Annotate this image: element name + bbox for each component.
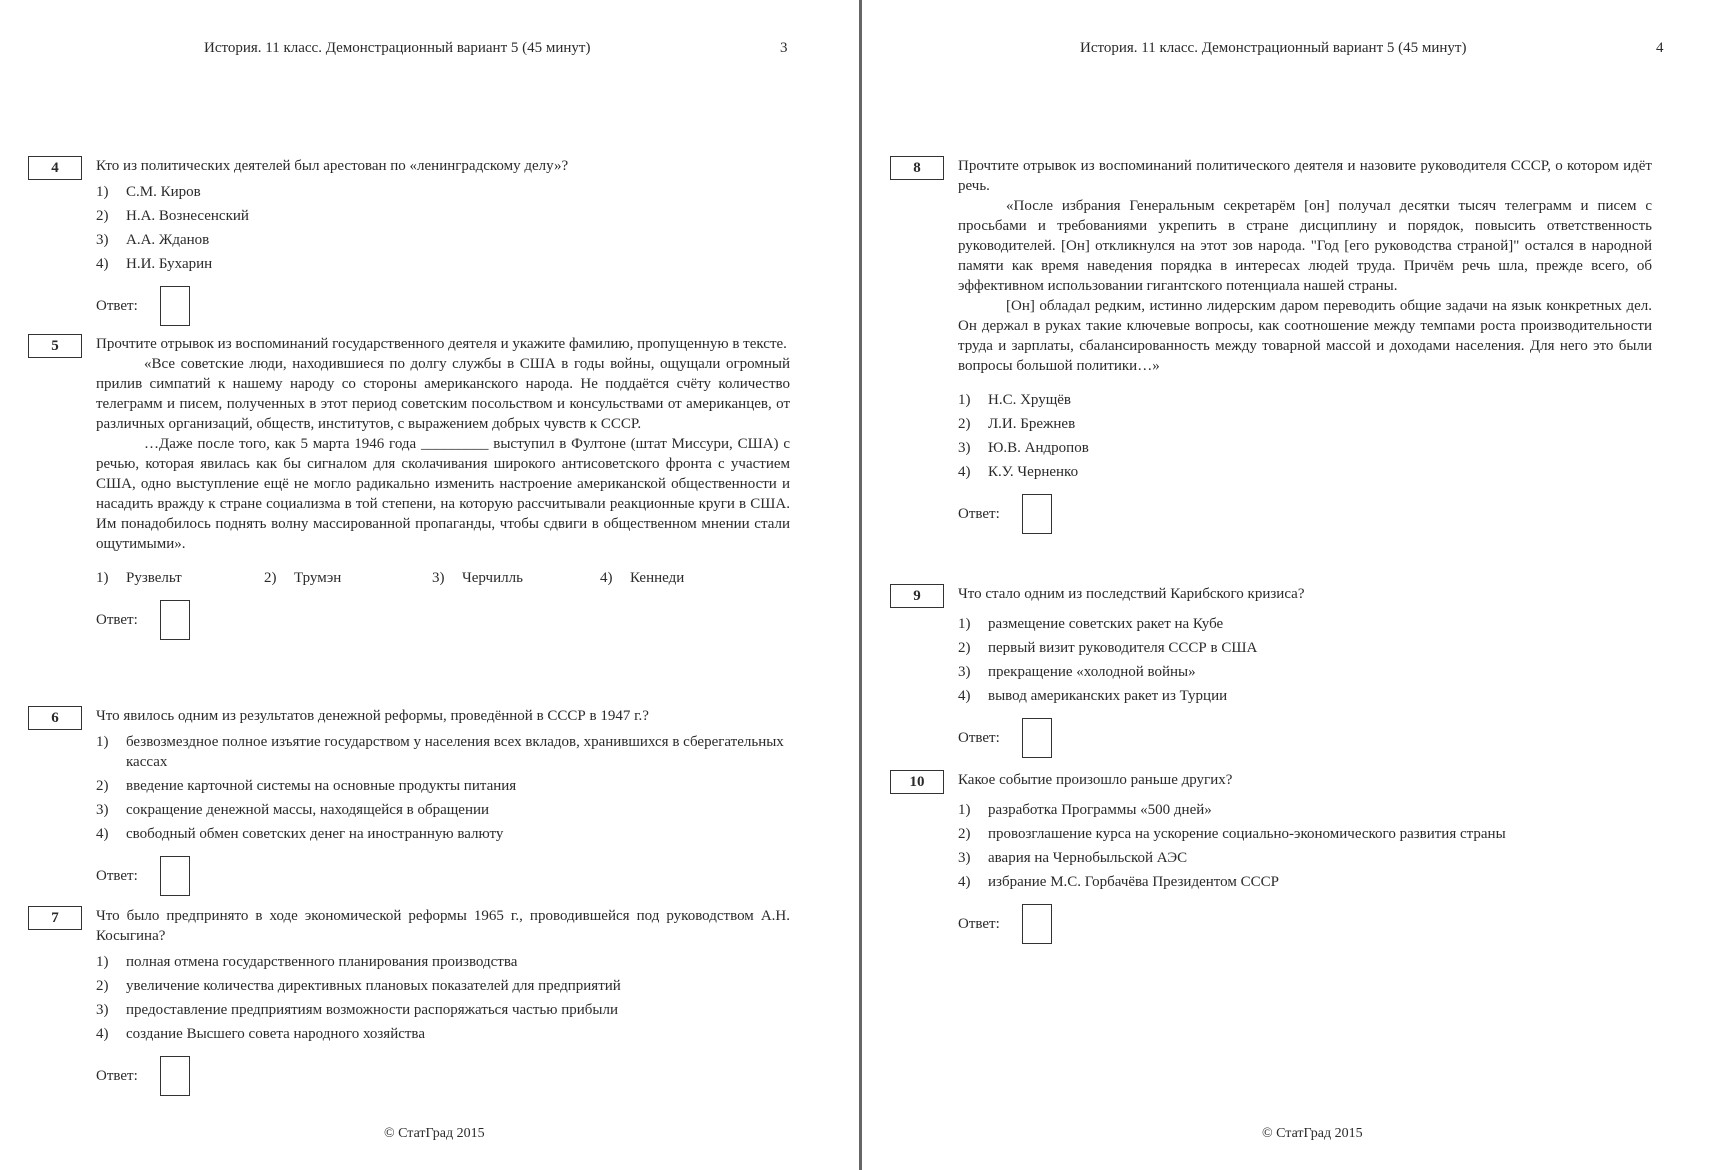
question-number: 4 [28,156,82,180]
question-7 [28,906,790,1096]
option-number: 1) [96,734,109,750]
option-number: 1) [958,392,971,408]
option-number: 3) [958,850,971,866]
option [96,952,790,972]
option-number: 1) [96,570,109,586]
option-number: 3) [958,664,971,680]
option [96,182,790,202]
option-number: 3) [432,570,445,586]
option-text: вывод американских ракет из Турции [988,688,1228,704]
option [958,800,1652,820]
answer-box[interactable] [160,856,190,896]
answer-row [958,904,1652,944]
option [96,800,790,820]
option-number: 2) [958,826,971,842]
option-text: предоставление предприятиям возможности распоряжаться частью прибыли [126,1002,618,1018]
answer-row [96,600,790,640]
option [96,732,790,772]
question-number: 9 [890,584,944,608]
question-text: Какое событие произошло раньше других? [958,772,1233,788]
option-text: Н.И. Бухарин [126,256,213,272]
question-10 [890,770,1652,944]
option-text: А.А. Жданов [126,232,210,248]
option-number: 4) [958,464,971,480]
option [958,414,1652,434]
answer-label: Ответ: [958,730,1000,746]
option-text: Н.А. Вознесенский [126,208,249,224]
option-number: 4) [96,1026,109,1042]
option-text: прекращение «холодной войны» [988,664,1196,680]
question-9 [890,584,1652,758]
option [264,568,432,588]
option-number: 3) [96,802,109,818]
question-text: Что было предпринято в ходе экономической реформы 1965 г., проводившейся под руководством А.Н. Косыгина? [96,908,790,944]
option-number: 3) [958,440,971,456]
option-number: 4) [600,570,613,586]
question-number: 10 [890,770,944,794]
options-list [958,390,1652,482]
quote-paragraph: …Даже после того, как 5 марта 1946 года _________ выступил в Фултоне (штат Миссури, США) с речью, которая явилась как бы сигналом для сколачивания широкого антисоветского фронта с участием США, одно выступление ещё не могло радикально изменить настроение американской общественности и насадить вражду к стране социализма в той степени, на которую рассчитывали реакционные круги в США. Им понадобилось поднять волну массированной пропаганды, чтобы сдвиги в общественном мнении стали ощутимыми». [96,436,790,552]
option [958,390,1652,410]
options-list [958,800,1652,892]
option-number: 2) [96,778,109,794]
option [96,230,790,250]
question-8 [890,156,1652,534]
option-text: введение карточной системы на основные продукты питания [126,778,517,794]
answer-label: Ответ: [958,916,1000,932]
option [958,872,1652,892]
page-footer: © СтатГрад 2015 [1262,1126,1363,1141]
question-number: 7 [28,906,82,930]
question-number: 5 [28,334,82,358]
option-text: безвозмездное полное изъятие государством у населения всех вкладов, хранившихся в сберегательных кассах [126,734,784,770]
option [958,614,1652,634]
options-list [96,732,790,844]
answer-label: Ответ: [958,506,1000,522]
page-footer: © СтатГрад 2015 [384,1126,485,1141]
answer-label: Ответ: [96,1068,138,1084]
answer-box[interactable] [1022,904,1052,944]
option-number: 1) [96,184,109,200]
option-text: полная отмена государственного планирования производства [126,954,518,970]
answer-label: Ответ: [96,612,138,628]
quote-paragraph: «Все советские люди, находившиеся по долгу службы в США в годы войны, ощущали огромный прилив симпатий к нашему народу со стороны американского народа. Не поддаётся счёту количество телеграмм и писем, полученных в этот период советским посольством и консульствами от американцев, от различных организаций, обществ, институтов, с выражением добрых чувств к СССР. [96,356,790,432]
options-list [958,614,1652,706]
answer-row [96,856,790,896]
quote-text [958,196,1652,376]
question-text: Что явилось одним из результатов денежной реформы, проведённой в СССР в 1947 г.? [96,708,649,724]
option [96,206,790,226]
options-list [96,182,790,274]
question-text: Прочтите отрывок из воспоминаний государственного деятеля и укажите фамилию, пропущенную в тексте. [96,336,787,352]
question-text: Что стало одним из последствий Карибского кризиса? [958,586,1305,602]
page-header: История. 11 класс. Демонстрационный вариант 5 (45 минут) [1080,40,1467,56]
option-number: 2) [958,640,971,656]
option [96,976,790,996]
question-4 [28,156,790,326]
quote-paragraph: «После избрания Генеральным секретарём [он] получал десятки тысяч телеграмм и писем с просьбами и требованиями укрепить в стране дисциплину и порядок, повысить ответственность руководителей. [Он] откликнулся на этот зов народа. "Год [его руководства страной]" остался в народной памяти как время наведения порядка в интересах людей труда. Причём речь шла, прежде всего, об эффективном использовании гигантского потенциала нашей страны. [958,198,1652,294]
option-text: избрание М.С. Горбачёва Президентом СССР [988,874,1279,890]
option-text: Л.И. Брежнев [988,416,1076,432]
options-list [96,952,790,1044]
option-number: 4) [96,256,109,272]
option-number: 1) [96,954,109,970]
option [96,568,264,588]
option-number: 1) [958,616,971,632]
option-number: 2) [958,416,971,432]
answer-box[interactable] [160,1056,190,1096]
quote-paragraph: [Он] обладал редким, истинно лидерским даром переводить общие задачи на язык конкретных дел. Он держал в руках такие ключевые вопросы, как соотношение между темпами роста производительности труда и зарплаты, сбалансированность между товарной массой и доходами населения. Для него это были вопросы большой политики…» [958,298,1652,374]
answer-label: Ответ: [96,298,138,314]
question-5 [28,334,790,640]
option-text: провозглашение курса на ускорение социально-экономического развития страны [988,826,1506,842]
options-list [96,568,790,588]
option [432,568,600,588]
answer-label: Ответ: [96,868,138,884]
option-text: Трумэн [294,570,342,586]
option [958,824,1652,844]
option-text: разработка Программы «500 дней» [988,802,1212,818]
option [96,776,790,796]
page-number: 4 [1656,40,1664,56]
option [96,1024,790,1044]
question-text: Кто из политических деятелей был арестован по «ленинградскому делу»? [96,158,569,174]
question-number: 6 [28,706,82,730]
option-number: 4) [958,688,971,704]
answer-row [958,718,1652,758]
option [958,662,1652,682]
option-number: 2) [96,978,109,994]
option-text: Кеннеди [630,570,685,586]
option [958,462,1652,482]
option-number: 2) [96,208,109,224]
page-left [0,0,860,1170]
answer-box[interactable] [1022,494,1052,534]
page-header: История. 11 класс. Демонстрационный вариант 5 (45 минут) [204,40,591,56]
answer-box[interactable] [160,600,190,640]
option [96,824,790,844]
option-number: 4) [96,826,109,842]
option-number: 4) [958,874,971,890]
option-text: авария на Чернобыльской АЭС [988,850,1188,866]
option [96,254,790,274]
option [958,686,1652,706]
option-text: первый визит руководителя СССР в США [988,640,1258,656]
page-right [862,0,1722,1170]
option-number: 1) [958,802,971,818]
answer-row [958,494,1652,534]
question-text: Прочтите отрывок из воспоминаний политического деятеля и назовите руководителя СССР, о котором идёт речь. [958,158,1652,194]
answer-row [96,286,790,326]
option-text: С.М. Киров [126,184,201,200]
option-text: К.У. Черненко [988,464,1079,480]
option-text: Н.С. Хрущёв [988,392,1072,408]
page-number: 3 [780,40,788,56]
option [958,638,1652,658]
question-6 [28,706,790,896]
option-number: 3) [96,232,109,248]
option-text: свободный обмен советских денег на иностранную валюту [126,826,504,842]
option-text: Черчилль [462,570,523,586]
option [600,568,768,588]
option [958,848,1652,868]
option-number: 3) [96,1002,109,1018]
option-text: размещение советских ракет на Кубе [988,616,1224,632]
answer-box[interactable] [160,286,190,326]
option [96,1000,790,1020]
question-number: 8 [890,156,944,180]
option-text: сокращение денежной массы, находящейся в обращении [126,802,490,818]
option [958,438,1652,458]
option-text: Рузвельт [126,570,182,586]
quote-text [96,354,790,554]
answer-box[interactable] [1022,718,1052,758]
option-text: Ю.В. Андропов [988,440,1089,456]
answer-row [96,1056,790,1096]
option-text: увеличение количества директивных плановых показателей для предприятий [126,978,621,994]
option-text: создание Высшего совета народного хозяйства [126,1026,425,1042]
option-number: 2) [264,570,277,586]
